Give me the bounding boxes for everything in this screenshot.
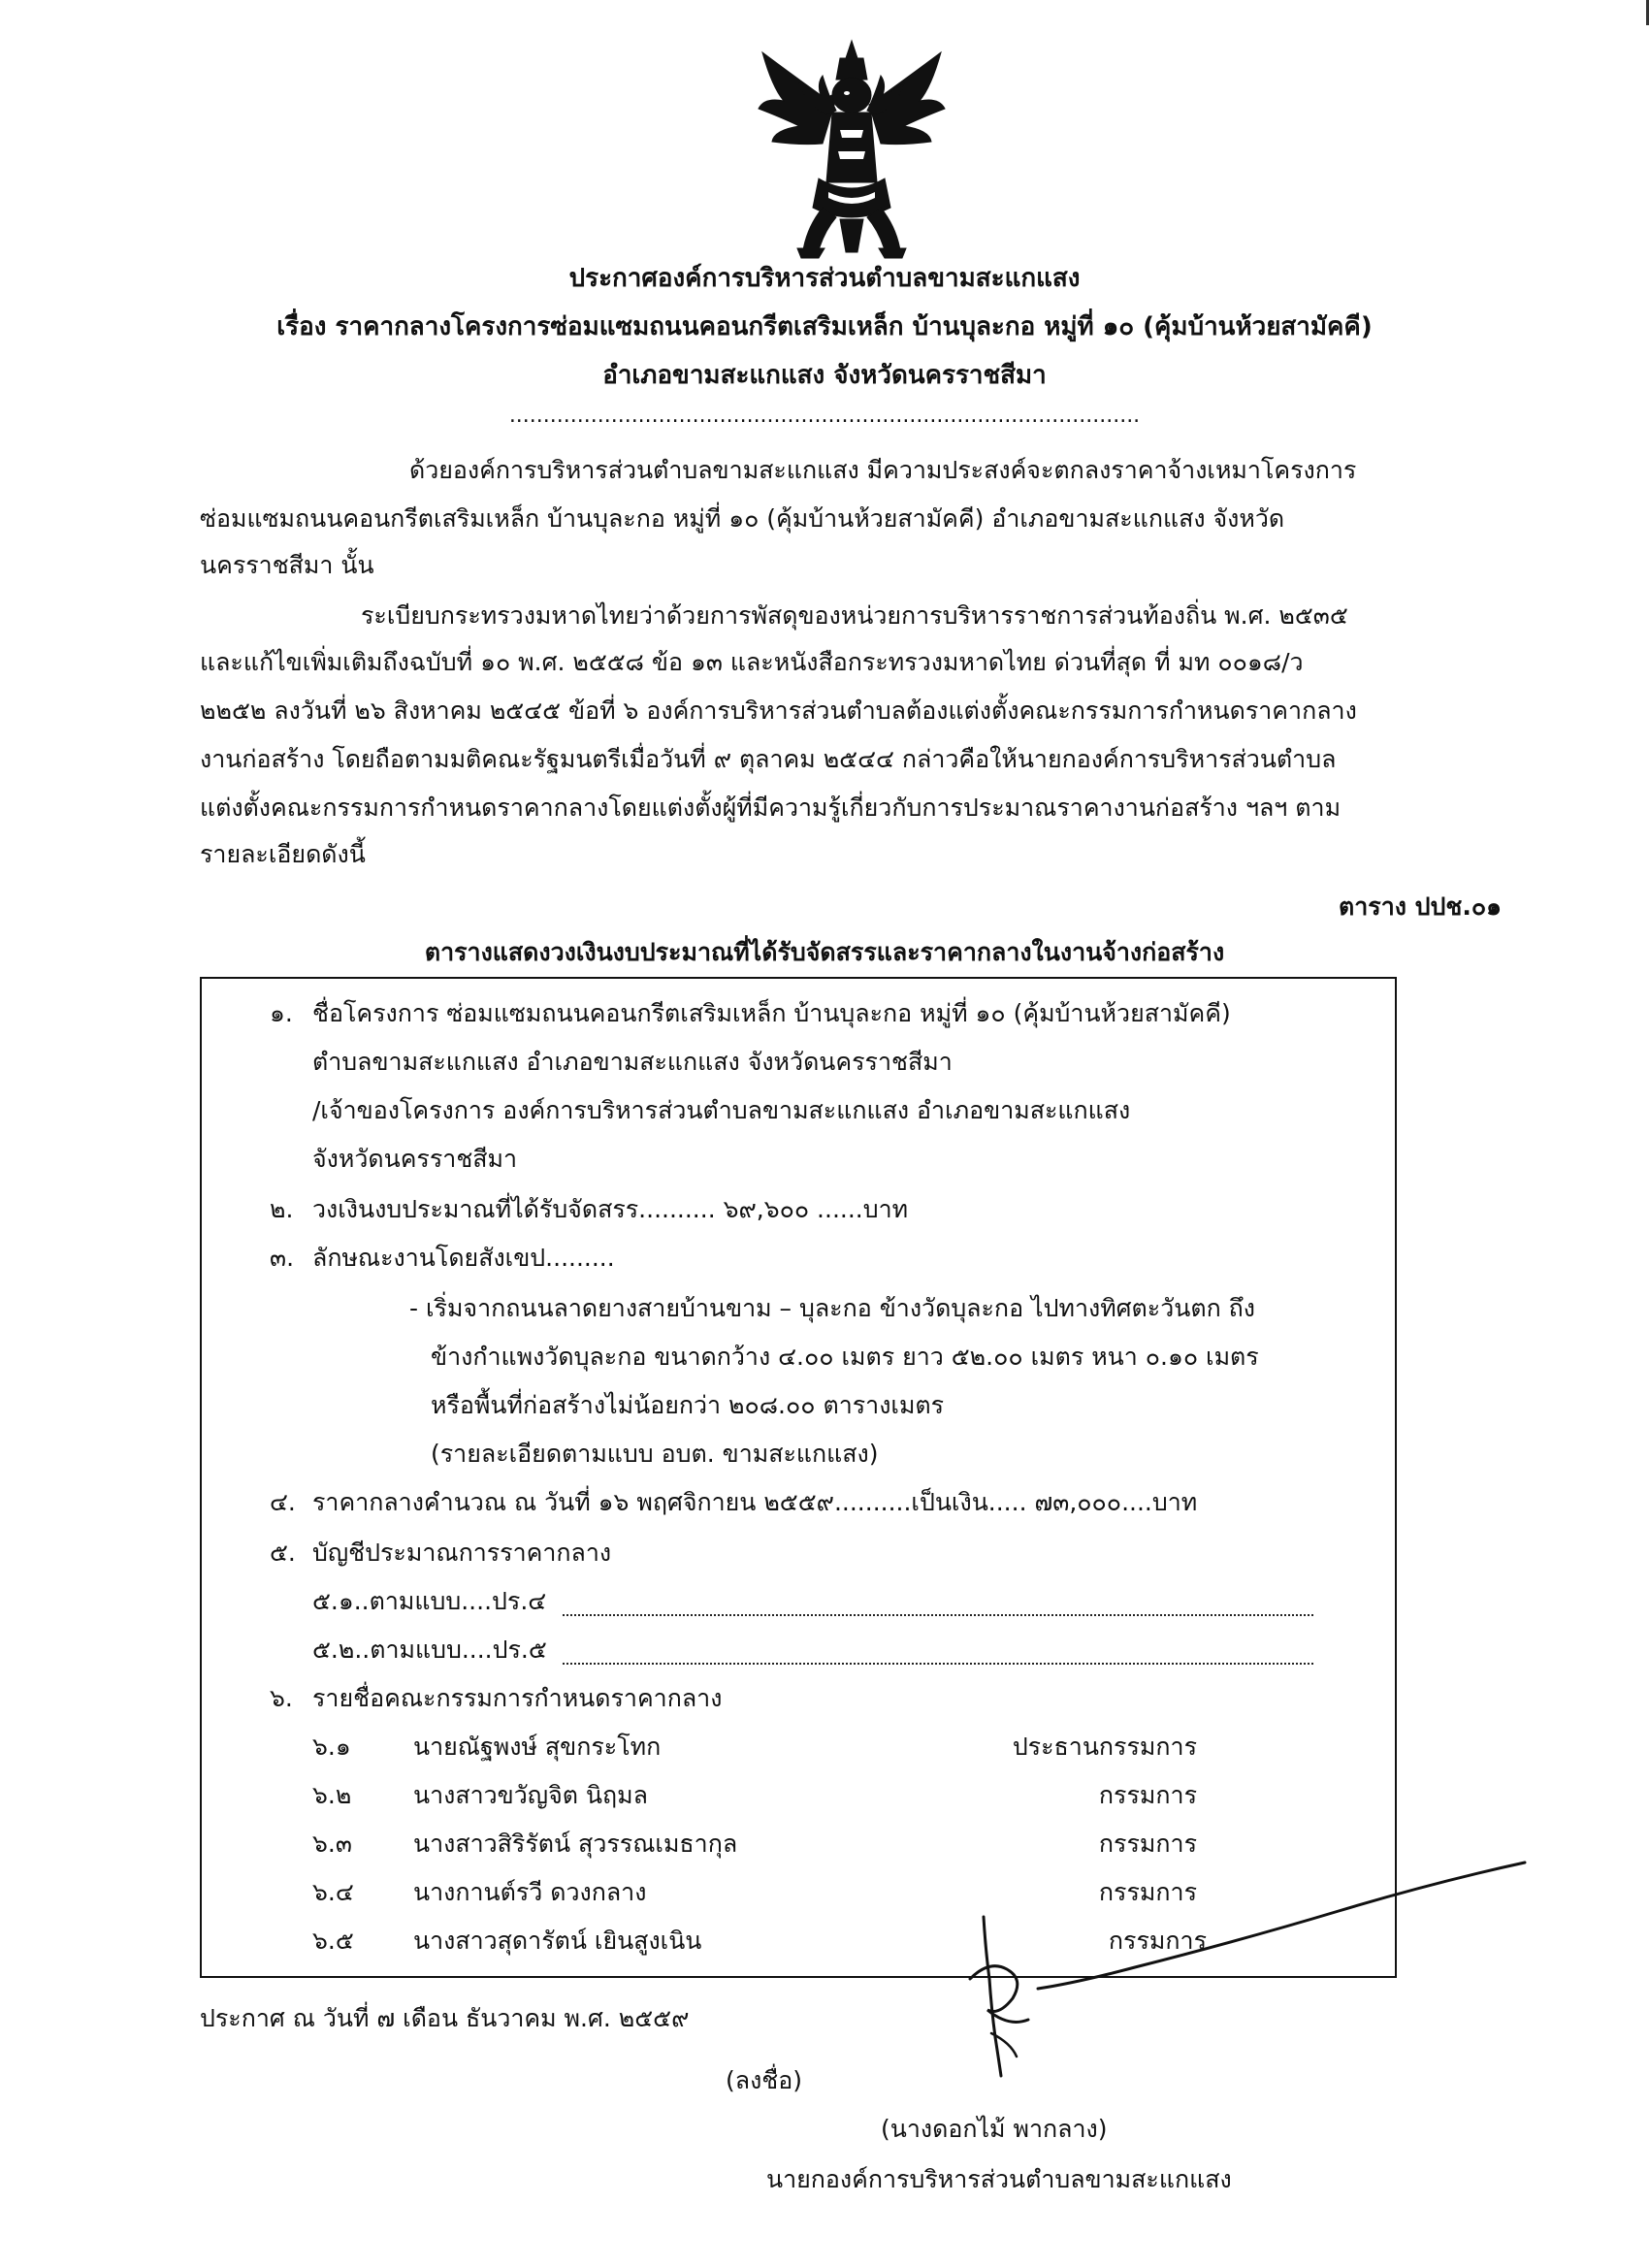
committee-row-role: กรรมการ	[1098, 1830, 1197, 1858]
committee-row-no: ๖.๒	[312, 1781, 352, 1809]
item-1-line-2: ตำบลขามสะแกแสง อำเภอขามสะแกแสง จังหวัดนครราชสีมา	[312, 1048, 953, 1076]
committee-row-name: นางสาวสิริรัตน์ สุวรรณเมธากุล	[413, 1830, 738, 1858]
table-title: ตารางแสดงวงเงินงบประมาณที่ได้รับจัดสรรและราคากลางในงานจ้างก่อสร้าง	[424, 938, 1225, 966]
item-3-label: ลักษณะงานโดยสังเขป.........	[312, 1244, 615, 1272]
item-3-detail-2: ข้างกำแพงวัดบุละกอ ขนาดกว้าง ๔.๐๐ เมตร ยาว ๕๒.๐๐ เมตร หนา ๐.๑๐ เมตร	[431, 1343, 1259, 1371]
item-3-detail-1: - เริ่มจากถนนลาดยางสายบ้านขาม – บุละกอ ข้างวัดบุละกอ ไปทางทิศตะวันตก ถึง	[409, 1294, 1255, 1322]
item-5-1-dotted-line	[563, 1614, 1313, 1616]
announcement-district: อำเภอขามสะแกแสง จังหวัดนครราชสีมา	[602, 361, 1047, 390]
item-4-number: ๔.	[270, 1488, 296, 1516]
item-1-line-4: จังหวัดนครราชสีมา	[312, 1145, 518, 1173]
item-1-line-1: ชื่อโครงการ ซ่อมแซมถนนคอนกรีตเสริมเหล็ก บ้านบุละกอ หมู่ที่ ๑๐ (คุ้มบ้านห้วยสามัคคี)	[312, 999, 1231, 1027]
item-3-detail-3: หรือพื้นที่ก่อสร้างไม่น้อยกว่า ๒๐๘.๐๐ ตารางเมตร	[431, 1391, 945, 1419]
item-5-2-dotted-line	[563, 1663, 1313, 1665]
committee-row-name: นางกานต์รวี ดวงกลาง	[413, 1878, 647, 1906]
signer-name: (นางดอกไม้ พากลาง)	[881, 2115, 1108, 2143]
announcement-date: ประกาศ ณ วันที่ ๗ เดือน ธันวาคม พ.ศ. ๒๕๕๙	[200, 2004, 690, 2032]
committee-row-name: นางสาวขวัญจิต นิฤมล	[413, 1781, 648, 1809]
item-2-number: ๒.	[270, 1195, 294, 1223]
committee-row-role: กรรมการ	[1098, 1781, 1197, 1809]
item-4-median-price: ราคากลางคำนวณ ณ วันที่ ๑๖ พฤศจิกายน ๒๕๕๙..........เป็นเงิน..... ๗๓,๐๐๐....บาท	[312, 1488, 1198, 1516]
committee-row-role: กรรมการ	[1098, 1878, 1197, 1906]
committee-row-role: ประธานกรรมการ	[1012, 1733, 1197, 1761]
intro-paragraph-2-line-5: แต่งตั้งคณะกรรมการกำหนดราคากลางโดยแต่งตั้งผู้ที่มีความรู้เกี่ยวกับการประมาณราคางานก่อสร้าง ฯลฯ ตาม	[200, 794, 1342, 822]
committee-row-name: นายณัฐพงษ์ สุขกระโทก	[413, 1733, 662, 1761]
intro-paragraph-2-line-1: ระเบียบกระทรวงมหาดไทยว่าด้วยการพัสดุของหน่วยการบริหารราชการส่วนท้องถิ่น พ.ศ. ๒๕๓๕	[361, 601, 1348, 630]
committee-row-name: นางสาวสุดารัตน์ เยินสูงเนิน	[413, 1927, 702, 1955]
intro-paragraph-2-line-2: และแก้ไขเพิ่มเติมถึงฉบับที่ ๑๐ พ.ศ. ๒๕๕๘ ข้อ ๑๓ และหนังสือกระทรวงมหาดไทย ด่วนที่สุด ที่ มท ๐๐๑๘/ว	[200, 648, 1304, 676]
budget-table-box	[200, 977, 1397, 1978]
committee-row-role: กรรมการ	[1108, 1927, 1207, 1955]
item-3-detail-4: (รายละเอียดตามแบบ อบต. ขามสะแกแสง)	[431, 1440, 879, 1468]
intro-paragraph-2-line-4: งานก่อสร้าง โดยถือตามมติคณะรัฐมนตรีเมื่อวันที่ ๙ ตุลาคม ๒๕๔๔ กล่าวคือให้นายกองค์การบริหารส่วนตำบล	[200, 745, 1337, 773]
committee-row-no: ๖.๑	[312, 1733, 351, 1761]
item-3-number: ๓.	[270, 1244, 295, 1272]
committee-row-no: ๖.๕	[312, 1927, 354, 1955]
item-6-number: ๖.	[270, 1684, 293, 1712]
table-code: ตาราง ปปช.๐๑	[1339, 892, 1502, 921]
signed-label: (ลงชื่อ)	[726, 2066, 803, 2094]
handwritten-signature	[931, 1843, 1533, 2095]
intro-paragraph-2-line-3: ๒๒๕๒ ลงวันที่ ๒๖ สิงหาคม ๒๕๔๕ ข้อที่ ๖ องค์การบริหารส่วนตำบลต้องแต่งตั้งคณะกรรมการกำหนดราคากลาง	[200, 697, 1357, 725]
intro-paragraph-1-line-3: นครราชสีมา นั้น	[200, 551, 374, 579]
item-6-label: รายชื่อคณะกรรมการกำหนดราคากลาง	[312, 1684, 723, 1712]
item-1-line-3: /เจ้าของโครงการ องค์การบริหารส่วนตำบลขามสะแกแสง อำเภอขามสะแกแสง	[312, 1096, 1131, 1124]
item-5-number: ๕.	[270, 1539, 296, 1567]
committee-row-no: ๖.๓	[312, 1830, 352, 1858]
intro-paragraph-2-line-6: รายละเอียดดังนี้	[200, 840, 366, 868]
item-1-number: ๑.	[270, 999, 293, 1027]
intro-paragraph-1-line-1: ด้วยองค์การบริหารส่วนตำบลขามสะแกแสง มีความประสงค์จะตกลงราคาจ้างเหมาโครงการ	[409, 456, 1357, 484]
item-5-label: บัญชีประมาณการราคากลาง	[312, 1539, 612, 1567]
item-5-1: ๕.๑..ตามแบบ....ปร.๔	[312, 1587, 547, 1615]
signer-position: นายกองค์การบริหารส่วนตำบลขามสะแกแสง	[766, 2165, 1232, 2193]
committee-row-no: ๖.๔	[312, 1878, 354, 1906]
item-5-2: ๕.๒..ตามแบบ....ปร.๕	[312, 1636, 547, 1664]
intro-paragraph-1-line-2: ซ่อมแซมถนนคอนกรีตเสริมเหล็ก บ้านบุละกอ หมู่ที่ ๑๐ (คุ้มบ้านห้วยสามัคคี) อำเภอขามสะแกแสง จังหวัด	[200, 504, 1285, 533]
garuda-emblem	[755, 37, 949, 260]
announcement-title: ประกาศองค์การบริหารส่วนตำบลขามสะแกแสง	[568, 264, 1081, 293]
header-separator: .............................................................................................	[508, 404, 1141, 428]
announcement-subject: เรื่อง ราคากลางโครงการซ่อมแซมถนนคอนกรีตเสริมเหล็ก บ้านบุละกอ หมู่ที่ ๑๐ (คุ้มบ้านห้วยสามัคคี)	[276, 312, 1373, 341]
item-2-budget: วงเงินงบประมาณที่ได้รับจัดสรร.......... ๖๙,๖๐๐ ......บาท	[312, 1195, 909, 1223]
